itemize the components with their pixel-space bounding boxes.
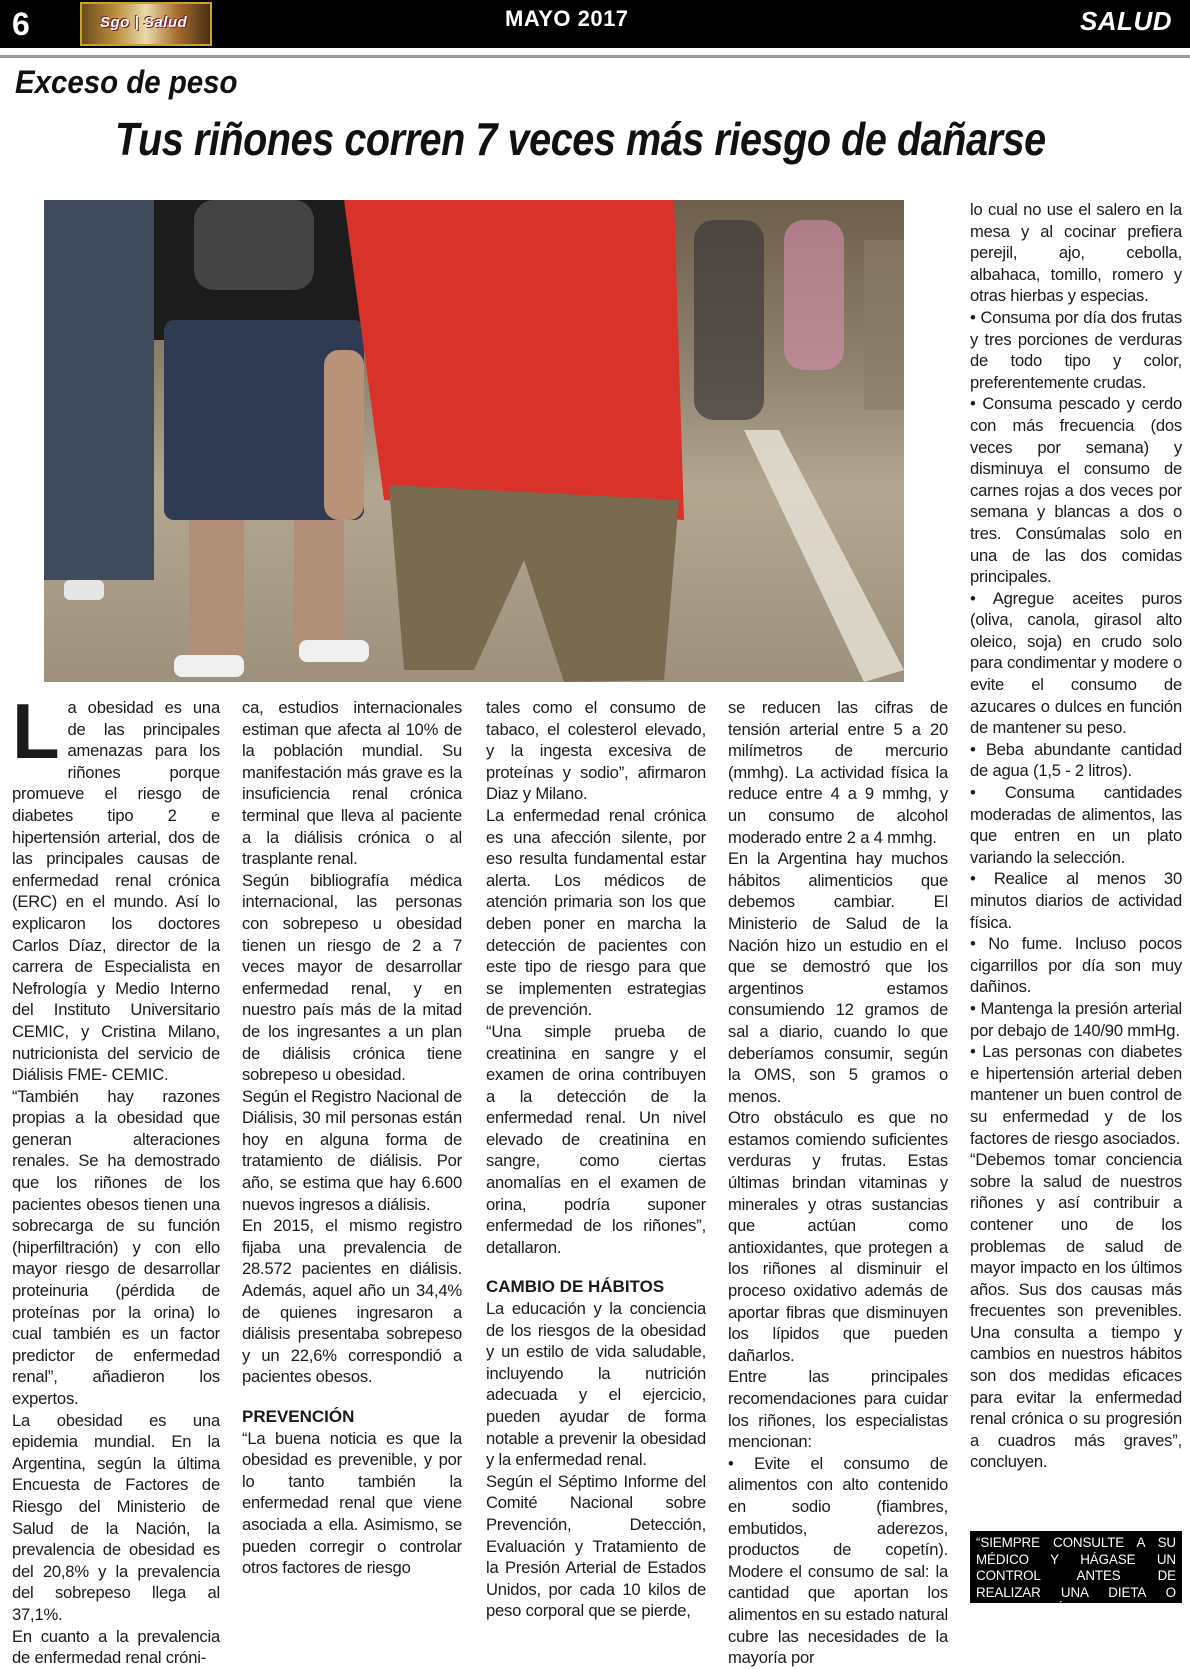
paragraph: “Una simple prueba de creatinina en sangre y el examen de orina contribuyen a la detección de la enfermedad renal. Un nivel elevado de creatinina en sangre, como ciertas anomalías en el examen de orina, podría suponer enfermedad de los riñones”, detallaron. bbox=[486, 1021, 706, 1257]
drop-cap: L bbox=[12, 687, 60, 775]
paragraph: Según el Registro Nacional de Diálisis, 30 mil personas están hoy en alguna forma de tratamiento de diálisis. Por año, se estima que hay 6.600 nuevos ingresos a diálisis. bbox=[242, 1086, 462, 1214]
paragraph: “Debemos tomar conciencia sobre la salud de nuestros riñones y así contribuir a contener uno de los problemas de salud de mayor impacto en los últimos años. Sus dos causas más frecuentes son prevenibles. Una consulta a tiempo y cambios en nuestros hábitos son dos medidas eficaces para evitar la enfermedad renal crónica o su progresión a cuadros más graves”, concluyen. bbox=[970, 1150, 1182, 1472]
list-item: • Consuma pescado y cerdo con más frecuencia (dos veces por semana) y disminuya el consumo de carnes rojas a dos veces por semana y blancas a dos o tres. Consúmalas solo en una de las dos comidas principales. bbox=[970, 394, 1182, 587]
paragraph: La obesidad es una epidemia mundial. En la Argentina, según la última Encuesta de Factores de Riesgo del Ministerio de Salud de la Nación, la prevalencia de obesidad es del 20,8% y la prevalencia del sobrepeso llega al 37,1%. bbox=[12, 1410, 220, 1624]
paragraph: ca, estudios internacionales estiman que afecta al 10% de la población mundial. Su manifestación más grave es la insuficiencia renal crónica terminal que lleva al paciente a la diálisis crónica o al trasplante renal. bbox=[242, 698, 462, 869]
masthead-bar bbox=[0, 0, 1190, 48]
subheading-cambio-de-habitos: CAMBIO DE HÁBITOS bbox=[486, 1277, 665, 1297]
paragraph: a obesidad es una de las principales amenazas para los riñones porque promueve el riesgo de diabetes tipo 2 e hipertensión arterial, dos de las principales causas de enfermedad renal crónica (ERC) en el mundo. Así lo explicaron los doctores Carlos Díaz, director de la carrera de Especialista en Nefrología y Medio Interno del Instituto Universitario CEMIC, y Cristina Milano, nutricionista del servicio de Diálisis FME- CEMIC. bbox=[12, 698, 220, 1085]
list-item: • Beba abundante cantidad de agua (1,5 - 2 litros). bbox=[970, 739, 1182, 781]
list-item: • Agregue aceites puros (oliva, canola, girasol alto oleico, soja) en crudo solo para condimentar y modere o evite el consumo de azucares o dulces en función de mantener su peso. bbox=[970, 588, 1182, 738]
paragraph: tales como el consumo de tabaco, el colesterol elevado, y la ingesta excesiva de proteínas y sodio”, afirmaron Diaz y Milano. bbox=[486, 698, 706, 804]
list-item: • Evite el consumo de alimentos con alto contenido en sodio (fiambres, embutidos, aderezos, productos de copetín). Modere el consumo de sal: la cantidad que aportan los alimentos en su estado natural cubre las necesidades de la mayoría por bbox=[728, 1453, 949, 1668]
paragraph: se reducen las cifras de tensión arterial entre 5 a 20 milímetros de mercurio (mmhg). La actividad física la reduce entre 4 a 9 mmhg, y un consumo de alcohol moderado entre 2 a 4 mmhg. bbox=[728, 698, 948, 847]
paragraph: Según el Séptimo Informe del Comité Nacional sobre Prevención, Detección, Evaluación y Tratamiento de la Presión Arterial de Estados Unidos, por cada 10 kilos de peso corporal que se pierde, bbox=[486, 1471, 706, 1621]
list-item: • Las personas con diabetes e hipertensión arterial deben mantener un buen control de su enfermedad y de los factores de riesgo asociados. bbox=[970, 1042, 1182, 1148]
text-column-3 bbox=[486, 697, 706, 1622]
subheading-prevencion: PREVENCIÓN bbox=[242, 1407, 355, 1426]
text-column-5 bbox=[970, 199, 1182, 1473]
advice-note-box: “SIEMPRE CONSULTE A SU MÉDICO Y HÁGASE UN CONTROL ANTES DE REALIZAR UNA DIETA O ACTIVIDAD FÍSICA” bbox=[970, 1531, 1182, 1603]
section-name: SALUD bbox=[1079, 6, 1172, 36]
issue-date: MAYO 2017 bbox=[505, 6, 629, 31]
paragraph: lo cual no use el salero en la mesa y al cocinar prefiera perejil, ajo, cebolla, albahaca, tomillo, romero y otras hierbas y especias. bbox=[970, 200, 1182, 306]
list-item: • Mantenga la presión arterial por debajo de 140/90 mmHg. bbox=[970, 998, 1182, 1040]
paragraph: “También hay razones propias a la obesidad que generan alteraciones renales. Se ha demostrado que los riñones de los pacientes obesos tienen una sobrecarga de su función (hiperfiltración) y con ello mayor riesgo de desarrollar proteinuria (pérdida de proteínas por la orina) lo cual también es un factor predictor de enfermedad renal”, añadieron los expertos. bbox=[12, 1086, 220, 1408]
list-item: • No fume. Incluso pocos cigarrillos por día son muy dañinos. bbox=[970, 934, 1182, 997]
paragraph: Según bibliografía médica internacional, las personas con sobrepeso u obesidad tienen un riesgo de 2 a 7 veces mayor de desarrollar enfermedad renal, y en nuestro país más de la mitad de los ingresantes a un plan de diálisis crónica tiene sobrepeso u obesidad. bbox=[242, 870, 462, 1085]
paragraph: La educación y la conciencia de los riesgos de la obesidad y un estilo de vida saludable, incluyendo la nutrición adecuada y el ejercicio, pueden ayudar de forma notable a prevenir la obesidad y la enfermedad renal. bbox=[486, 1299, 706, 1470]
list-item: • Consuma por día dos frutas y tres porciones de verduras de todo tipo y color, preferentemente crudas. bbox=[970, 307, 1182, 392]
article-headline: Tus riñones corren 7 veces más riesgo de dañarse bbox=[115, 113, 1046, 165]
paragraph: En 2015, el mismo registro fijaba una prevalencia de 28.572 pacientes en diálisis. Además, aquel año un 34,4% de quienes ingresaron a diálisis presentaba sobrepeso y un 22,6% correspondió a pacientes obesos. bbox=[242, 1216, 462, 1387]
list-item: • Consuma cantidades moderadas de alimentos, las que entren en un plato variando la selección. bbox=[970, 783, 1182, 867]
text-column-1 bbox=[12, 687, 220, 1669]
paragraph: Entre las principales recomendaciones para cuidar los riñones, los especialistas mencionan: bbox=[728, 1367, 948, 1452]
text-column-4 bbox=[728, 697, 948, 1669]
logo-text: Sgo | Salud bbox=[100, 14, 188, 31]
text-column-2 bbox=[242, 697, 462, 1579]
page-number: 6 bbox=[12, 6, 30, 42]
paragraph: En la Argentina hay muchos hábitos alimenticios que debemos cambiar. El Ministerio de Salud de la Nación hizo un estudio en el que se demostró que los argentinos estamos consumiendo 12 gramos de sal a diario, cuando lo que deberíamos consumir, según la OMS, son 5 gramos o menos. bbox=[728, 849, 948, 1106]
photo-illustration bbox=[44, 200, 904, 682]
list-item: • Realice al menos 30 minutos diarios de actividad física. bbox=[970, 869, 1182, 932]
article-kicker: Exceso de peso bbox=[15, 64, 238, 100]
paragraph: “La buena noticia es que la obesidad es prevenible, y por lo tanto también la enfermedad renal que viene asociada a ella. Asimismo, se pueden corregir o controlar otros factores de riesgo bbox=[242, 1428, 462, 1578]
header-rule bbox=[0, 55, 1190, 58]
paragraph: Otro obstáculo es que no estamos comiendo suficientes verduras y frutas. Estas últimas brindan vitaminas y minerales y otras sustancias que actúan como antioxidantes, que protegen a los riñones al disminuir el proceso oxidativo además de aportar fibras que disminuyen los lípidos que pueden dañarlos. bbox=[728, 1108, 948, 1365]
article-photo bbox=[44, 200, 904, 682]
paragraph: La enfermedad renal crónica es una afección silente, por eso resulta fundamental estar alerta. Los médicos de atención primaria son los que deben poner en marcha la detección de pacientes con este tipo de riesgo para que se implementen estrategias de prevención. bbox=[486, 805, 706, 1020]
publication-logo bbox=[80, 2, 212, 46]
paragraph: En cuanto a la prevalencia de enfermedad renal cróni- bbox=[12, 1626, 220, 1668]
